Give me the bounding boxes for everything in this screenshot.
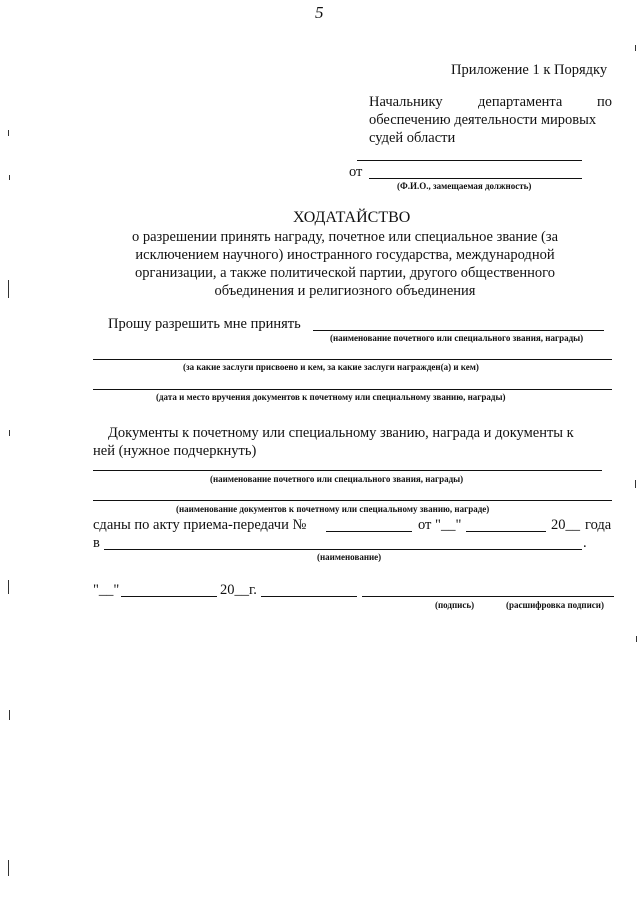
subtitle-line-3: организации, а также политической партии, другого общественного — [135, 265, 555, 281]
scan-mark — [8, 860, 9, 876]
scan-mark — [8, 580, 9, 594]
in-end: . — [583, 535, 587, 551]
signature-date-prefix: "__" — [93, 582, 120, 598]
signature-caption-sign: (подпись) — [435, 600, 475, 610]
addressee-line-3: судей области — [369, 130, 456, 146]
request-caption-1: (наименование почетного или специального звания, награды) — [330, 333, 584, 343]
request-blank-line-3 — [93, 389, 612, 390]
subtitle-line-2: исключением научного) иностранного государства, международной — [135, 247, 555, 263]
request-blank-line-1 — [313, 330, 604, 331]
request-caption-2: (за какие заслуги присвоено и кем, за какие заслуги награжден(а) и кем) — [183, 362, 479, 372]
signature-sign-line — [261, 596, 357, 597]
signature-year: 20__г. — [220, 582, 257, 598]
scan-mark — [8, 280, 9, 298]
from-label: от — [349, 164, 363, 180]
act-from-quote: от "__" — [418, 517, 462, 533]
act-date-line — [466, 531, 546, 532]
addressee-line-2: обеспечению деятельности мировых — [369, 112, 597, 128]
in-label: в — [93, 535, 100, 551]
from-blank-line — [369, 178, 582, 179]
act-text: сданы по акту приема-передачи № — [93, 517, 307, 533]
subtitle-line-4: объединения и религиозного объединения — [214, 283, 476, 299]
documents-caption-1: (наименование почетного или специального звания, награды) — [210, 474, 464, 484]
documents-line-2: ней (нужное подчеркнуть) — [93, 443, 257, 459]
documents-caption-2: (наименование документов к почетному или специальному званию, награде) — [176, 504, 490, 514]
documents-blank-line-1 — [93, 470, 602, 471]
signature-decode-line — [362, 596, 614, 597]
scan-mark — [9, 430, 10, 436]
act-year-suffix: года — [585, 517, 612, 533]
request-caption-3: (дата и место вручения документов к почетному или специальному званию, награды) — [156, 392, 506, 402]
documents-blank-line-2 — [93, 500, 612, 501]
request-text: Прошу разрешить мне принять — [108, 316, 301, 332]
subtitle-line-1: о разрешении принять награду, почетное или специальное звание (за — [131, 229, 559, 245]
addressee-word-3: по — [597, 94, 613, 110]
documents-caption-3: (наименование) — [317, 552, 382, 562]
scan-mark — [636, 636, 637, 642]
scan-mark — [9, 710, 10, 720]
from-caption: (Ф.И.О., замещаемая должность) — [397, 181, 532, 191]
in-blank-line — [104, 549, 582, 550]
request-blank-line-2 — [93, 359, 612, 360]
act-number-line — [326, 531, 412, 532]
document-title: ХОДАТАЙСТВО — [293, 209, 411, 226]
signature-caption-decode: (расшифровка подписи) — [506, 600, 604, 610]
scan-mark — [9, 175, 10, 180]
page-number: 5 — [315, 3, 324, 22]
act-year-prefix: 20__ — [551, 517, 580, 533]
scan-mark — [635, 45, 636, 51]
appendix-label: Приложение 1 к Порядку — [451, 62, 608, 78]
addressee-blank-line — [357, 160, 582, 161]
addressee-word-1: Начальнику — [369, 94, 443, 110]
addressee-word-2: департамента — [478, 94, 563, 110]
scan-mark — [635, 480, 636, 488]
documents-line-1: Документы к почетному или специальному званию, награда и документы к — [108, 425, 574, 441]
signature-month-line — [121, 596, 217, 597]
scan-mark — [8, 130, 9, 136]
